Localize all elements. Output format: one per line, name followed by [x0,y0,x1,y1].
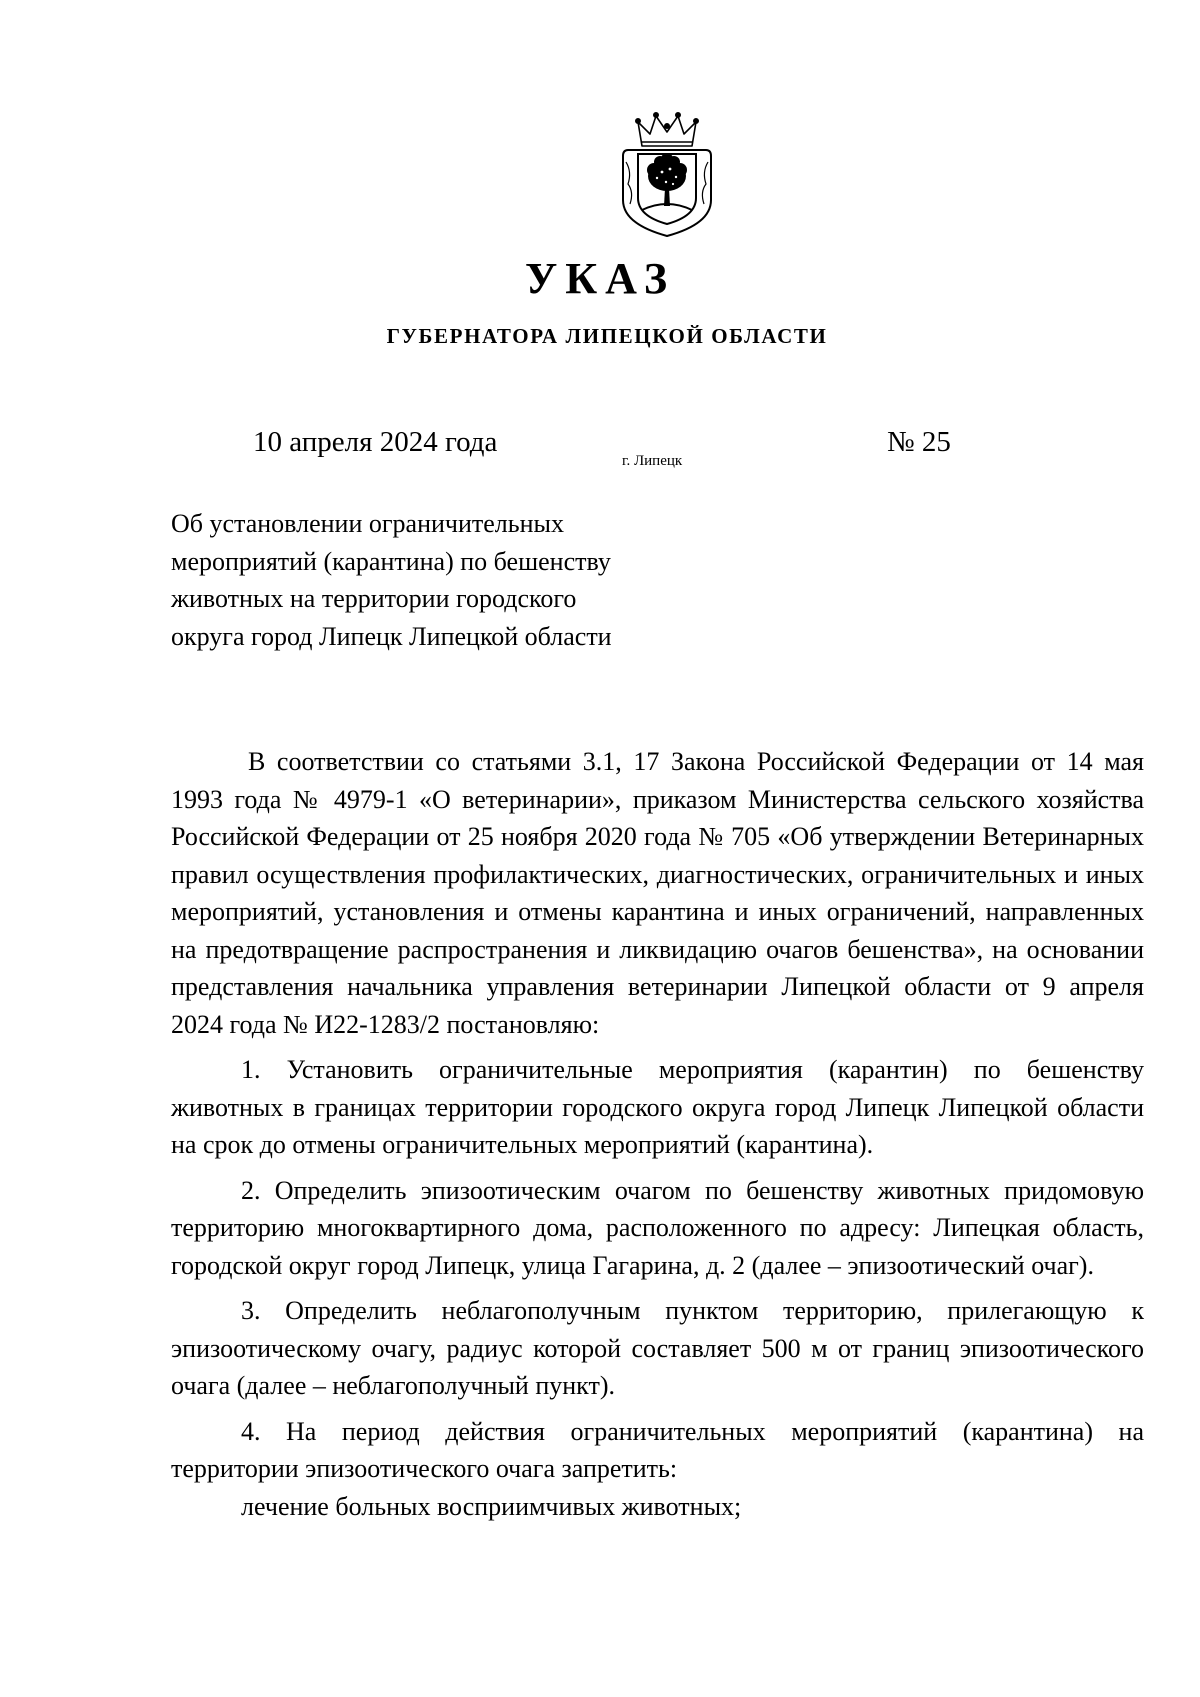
coat-of-arms-icon [618,112,716,240]
subject-line: Об установлении ограничительных [171,509,565,538]
document-city: г. Липецк [622,453,683,469]
subject-line: животных на территории городского [171,584,577,613]
document-number: № 25 [887,426,951,458]
decree-item-2: 2. Определить эпизоотическим очагом по бешенству животных придомовую территорию многоквартирного дома, расположенного по адресу: Липецкая область, городской округ город Липецк, улица Гагарина, д. 2 (далее – эпизоотический очаг). [171,1175,1144,1280]
decree-item-4: 4. На период действия ограничительных мероприятий (карантина) на территории эпизоотического очага запретить: [171,1416,1144,1483]
preamble-paragraph: В соответствии со статьями 3.1, 17 Закона Российской Федерации от 14 мая 1993 года № 4979-1 «О ветеринарии», приказом Министерства сельского хозяйства Российской Федерации от 25 ноября 2020 года № 705 «Об утверждении Ветеринарных правил осуществления профилактических, диагностических, ограничительных и иных мероприятий, установления и отмены карантина и иных ограничений, направленных на предотвращение распространения и ликвидацию очагов бешенства», на основании представления начальника управления ветеринарии Липецкой области от 9 апреля 2024 года № И22-1283/2 постановляю: [171,747,1144,1039]
document-title: УКАЗ [524,254,676,303]
decree-item-3: 3. Определить неблагополучным пунктом территорию, прилегающую к эпизоотическому очагу, радиус которой составляет 500 м от границ эпизоотического очага (далее – неблагополучный пункт). [171,1296,1144,1400]
decree-subitem: лечение больных восприимчивых животных; [241,1491,742,1521]
document-date: 10 апреля 2024 года [253,426,498,458]
decree-item-1: 1. Установить ограничительные мероприятия (карантин) по бешенству животных в границах территории городского округа город Липецк Липецкой области на срок до отмены ограничительных мероприятий (карантина). [171,1055,1144,1159]
subject-line: округа город Липецк Липецкой области [171,621,612,651]
document-issuer: ГУБЕРНАТОРА ЛИПЕЦКОЙ ОБЛАСТИ [386,324,828,348]
document-body [171,743,1144,1525]
subject-line: мероприятий (карантина) по бешенству [171,546,611,576]
document-subject [171,505,691,655]
